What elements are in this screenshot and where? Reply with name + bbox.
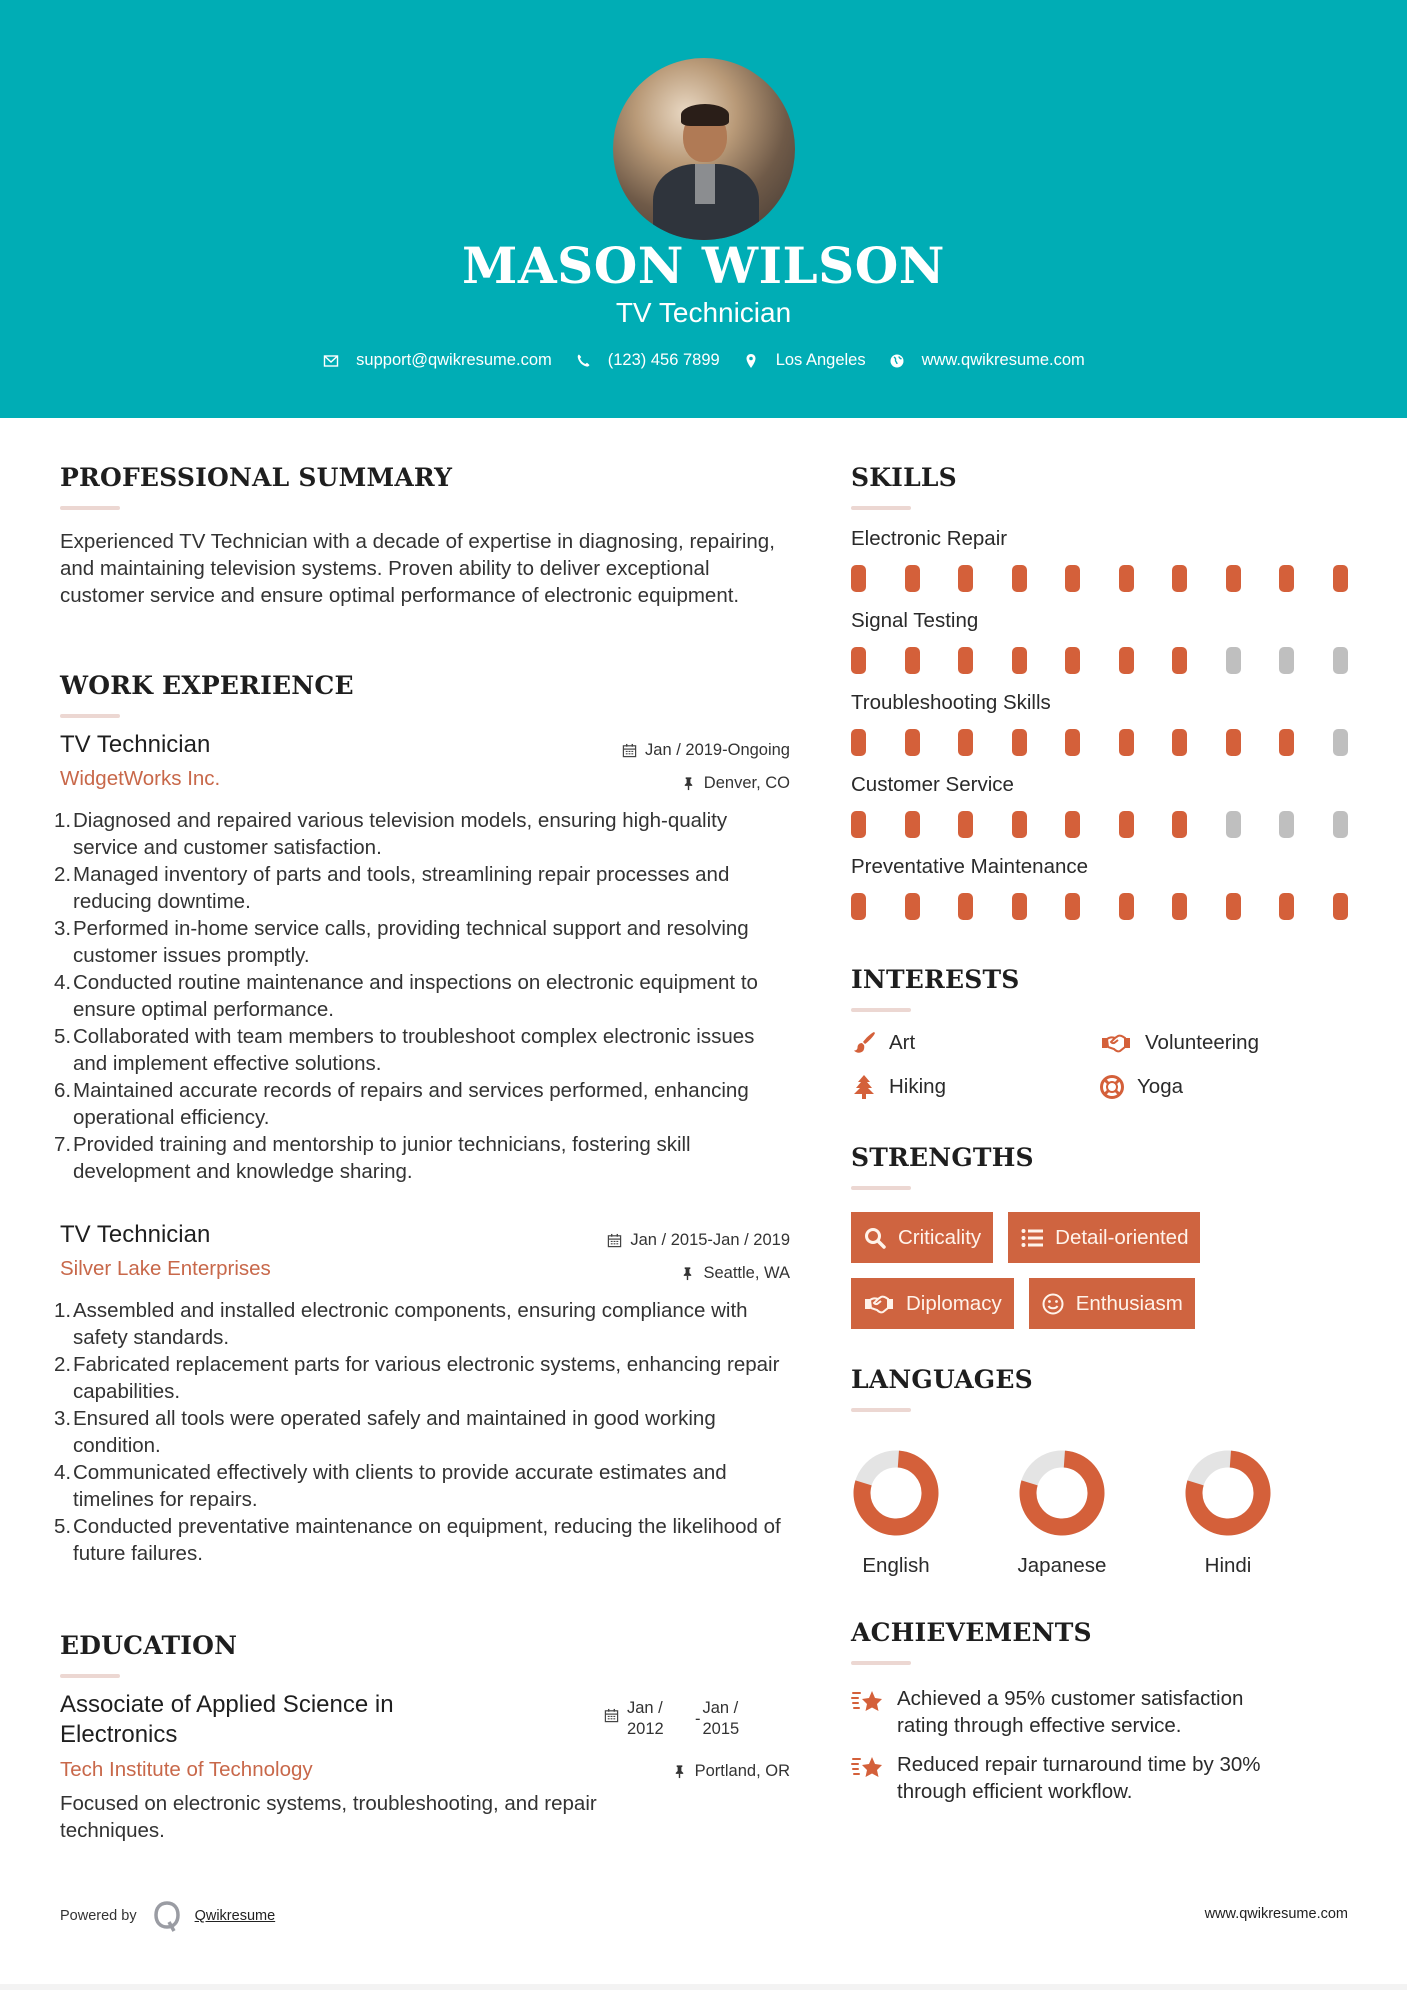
skill-rating-segment <box>1012 647 1027 674</box>
skill-name: Signal Testing <box>851 609 979 632</box>
section-underline <box>60 506 120 510</box>
strengths-list <box>851 1212 1351 1329</box>
skill-rating-segment <box>1119 729 1134 756</box>
language-item <box>1145 1450 1311 1578</box>
education-location: Portland, OR <box>672 1762 790 1781</box>
skill-item <box>851 609 1348 691</box>
skill-rating <box>851 565 1348 592</box>
page-bottom-edge <box>0 1984 1407 1990</box>
qwikresume-link[interactable]: Qwikresume <box>194 1908 276 1924</box>
list-icon <box>1020 1226 1044 1250</box>
skill-rating-segment <box>1119 811 1134 838</box>
skill-rating-segment <box>1226 647 1241 674</box>
languages-list <box>851 1450 1311 1578</box>
skill-rating-segment <box>1065 811 1080 838</box>
photo-person-hair <box>681 104 729 126</box>
section-underline <box>851 1408 911 1412</box>
strengths-section <box>851 1143 1351 1329</box>
skill-rating-segment <box>1012 729 1027 756</box>
contact-location <box>742 351 866 370</box>
education-entry <box>60 1690 790 1844</box>
section-underline <box>60 714 120 718</box>
interest-item: Volunteering <box>1099 1030 1347 1056</box>
skill-rating-segment <box>1333 893 1348 920</box>
handshake-icon <box>863 1292 895 1316</box>
qwikresume-logo-icon <box>153 1900 181 1932</box>
skill-rating-segment <box>1226 565 1241 592</box>
footer-powered-by <box>60 1900 275 1932</box>
smile-icon <box>1041 1292 1065 1316</box>
contact-website[interactable] <box>888 351 1085 370</box>
skill-rating-segment <box>1333 647 1348 674</box>
contact-bar <box>0 351 1407 370</box>
resume-header <box>0 0 1407 418</box>
shooting-star-icon <box>851 1687 885 1717</box>
skill-rating-segment <box>1012 565 1027 592</box>
language-name: English <box>862 1554 930 1577</box>
pushpin-icon <box>672 1764 687 1779</box>
skill-rating <box>851 811 1348 838</box>
education-description: Focused on electronic systems, troubleshooting, and repair techniques. <box>60 1792 597 1842</box>
skill-rating-segment <box>1333 811 1348 838</box>
skill-rating-segment <box>1119 893 1134 920</box>
contact-email-text: support@qwikresume.com <box>356 351 552 369</box>
interests-heading: INTERESTS <box>851 965 1020 994</box>
skill-rating-segment <box>1012 893 1027 920</box>
calendar-icon <box>604 1708 619 1723</box>
skill-rating <box>851 729 1348 756</box>
candidate-title: TV Technician <box>615 297 792 328</box>
skill-rating-segment <box>958 565 973 592</box>
skill-rating-segment <box>905 811 920 838</box>
skill-name: Customer Service <box>851 773 1014 796</box>
skill-rating-segment <box>1279 565 1294 592</box>
section-underline <box>60 1674 120 1678</box>
phone-icon <box>574 352 592 370</box>
job-bullet: 1. Assembled and installed electronic components, ensuring compliance with safety standards. <box>54 1299 748 1349</box>
skill-rating-segment <box>1279 893 1294 920</box>
shooting-star-icon <box>851 1753 885 1783</box>
interests-section <box>851 965 1347 1100</box>
job-date <box>607 1231 790 1250</box>
job-date-text: Jan / 2015-Jan / 2019 <box>630 1231 790 1249</box>
summary-text: Experienced TV Technician with a decade of expertise in diagnosing, repairing, and maintaining television systems. Proven ability to deliver exceptional customer service and ensure optimal performance of electronic equipment. <box>60 530 775 607</box>
handshake-icon <box>1099 1030 1133 1056</box>
languages-heading: LANGUAGES <box>851 1365 1033 1394</box>
job-bullet: 5. Conducted preventative maintenance on equipment, reducing the likelihood of future failures. <box>54 1515 781 1565</box>
skill-rating-segment <box>1226 893 1241 920</box>
job-bullet: 6. Maintained accurate records of repairs and services performed, enhancing operational efficiency. <box>54 1079 749 1129</box>
interests-grid <box>851 1030 1347 1100</box>
education-start: Jan / 2012 <box>627 1699 664 1738</box>
job-bullets <box>54 1297 790 1567</box>
language-name: Hindi <box>1204 1554 1252 1577</box>
interest-item: Art <box>851 1030 1099 1056</box>
language-donut-chart <box>1019 1450 1105 1536</box>
skill-rating-segment <box>851 647 866 674</box>
candidate-name: MASON WILSON <box>462 236 945 295</box>
skill-item <box>851 527 1348 609</box>
photo-person-shirt <box>695 164 715 204</box>
calendar-icon <box>607 1233 622 1248</box>
skill-rating-segment <box>1012 811 1027 838</box>
skill-name: Preventative Maintenance <box>851 855 1089 878</box>
job-bullet: 3. Performed in-home service calls, providing technical support and resolving customer issues promptly. <box>54 917 749 967</box>
job-bullets <box>54 807 790 1185</box>
strength-badge: Criticality <box>851 1212 993 1263</box>
job-bullet: 5. Collaborated with team members to troubleshoot complex electronic issues and implement effective solutions. <box>54 1025 755 1075</box>
skill-rating-segment <box>1172 729 1187 756</box>
skill-rating-segment <box>905 893 920 920</box>
powered-by-label: Powered by <box>60 1908 137 1924</box>
skill-rating-segment <box>1172 647 1187 674</box>
contact-website-text: www.qwikresume.com <box>921 351 1085 369</box>
job-date <box>622 741 790 760</box>
skill-rating-segment <box>1279 647 1294 674</box>
paintbrush-icon <box>851 1030 877 1056</box>
job-bullet: 7. Provided training and mentorship to junior technicians, fostering skill development and knowledge sharing. <box>54 1133 691 1183</box>
skill-rating-segment <box>1333 565 1348 592</box>
skill-rating <box>851 647 1348 674</box>
summary-heading: PROFESSIONAL SUMMARY <box>60 463 453 492</box>
skill-rating-segment <box>1226 729 1241 756</box>
job-location-text: Seattle, WA <box>703 1264 790 1282</box>
language-name: Japanese <box>1017 1554 1107 1577</box>
interest-item: Yoga <box>1099 1074 1347 1100</box>
footer-website[interactable]: www.qwikresume.com <box>1204 1906 1348 1922</box>
skill-rating <box>851 893 1348 920</box>
skill-item <box>851 855 1348 937</box>
degree-title: Associate of Applied Science in Electronics <box>60 1691 394 1748</box>
skill-rating-segment <box>958 729 973 756</box>
skills-list <box>851 527 1348 937</box>
skill-rating-segment <box>1279 811 1294 838</box>
job-location-text: Denver, CO <box>703 774 790 792</box>
skill-rating-segment <box>851 565 866 592</box>
skill-rating-segment <box>905 565 920 592</box>
job-company: WidgetWorks Inc. <box>60 767 221 790</box>
achievements-section <box>851 1618 1337 1805</box>
pushpin-icon <box>681 776 696 791</box>
skill-rating-segment <box>1065 729 1080 756</box>
school-name: Tech Institute of Technology <box>60 1758 313 1781</box>
job-bullet: 2. Fabricated replacement parts for various electronic systems, enhancing repair capabilities. <box>54 1353 780 1403</box>
contact-phone[interactable] <box>574 351 720 370</box>
skill-rating-segment <box>1333 729 1348 756</box>
language-donut-chart <box>853 1450 939 1536</box>
job-date-text: Jan / 2019-Ongoing <box>645 741 790 759</box>
job-company: Silver Lake Enterprises <box>60 1257 271 1280</box>
language-item <box>813 1450 979 1578</box>
envelope-icon <box>322 352 340 370</box>
skill-item <box>851 773 1348 855</box>
strength-badge: Detail-oriented <box>1008 1212 1200 1263</box>
job-role: TV Technician <box>60 1221 211 1248</box>
skill-rating-segment <box>1226 811 1241 838</box>
education-end: Jan / 2015 <box>702 1699 740 1738</box>
skill-rating-segment <box>958 811 973 838</box>
skill-name: Electronic Repair <box>851 527 1008 550</box>
skill-rating-segment <box>1172 811 1187 838</box>
skills-section <box>851 463 957 510</box>
skill-rating-segment <box>905 729 920 756</box>
skill-rating-segment <box>851 893 866 920</box>
skill-rating-segment <box>958 893 973 920</box>
job-bullet: 1. Diagnosed and repaired various television models, ensuring high-quality service and customer satisfaction. <box>54 809 728 859</box>
achievement-item: Reduced repair turnaround time by 30% through efficient workflow. <box>851 1751 1337 1805</box>
job-bullet: 2. Managed inventory of parts and tools, streamlining repair processes and reducing downtime. <box>54 863 730 913</box>
calendar-icon <box>622 743 637 758</box>
profile-photo <box>613 58 795 240</box>
achievements-heading: ACHIEVEMENTS <box>851 1618 1092 1647</box>
job-location <box>680 1264 790 1283</box>
education-dates <box>604 1698 739 1740</box>
contact-location-text: Los Angeles <box>775 351 866 369</box>
summary-section <box>60 463 790 609</box>
contact-phone-text: (123) 456 7899 <box>607 351 720 369</box>
skill-rating-segment <box>1065 647 1080 674</box>
skill-rating-segment <box>851 811 866 838</box>
contact-email[interactable] <box>322 351 552 370</box>
strengths-heading: STRENGTHS <box>851 1143 1034 1172</box>
skill-rating-segment <box>1172 565 1187 592</box>
strength-badge: Enthusiasm <box>1029 1278 1195 1329</box>
skill-name: Troubleshooting Skills <box>851 691 1051 714</box>
tree-icon <box>851 1074 877 1100</box>
job-entry <box>54 731 790 1185</box>
section-underline <box>851 506 911 510</box>
skill-rating-segment <box>1065 565 1080 592</box>
skill-rating-segment <box>958 647 973 674</box>
skill-rating-segment <box>1172 893 1187 920</box>
achievements-list <box>851 1685 1337 1805</box>
skills-heading: SKILLS <box>851 463 957 492</box>
pushpin-icon <box>680 1266 695 1281</box>
job-bullet: 3. Ensured all tools were operated safely and maintained in good working condition. <box>54 1407 716 1457</box>
language-donut-chart <box>1185 1450 1271 1536</box>
globe-icon <box>888 352 906 370</box>
language-item <box>979 1450 1145 1578</box>
experience-heading: WORK EXPERIENCE <box>60 671 354 700</box>
skill-rating-segment <box>1119 647 1134 674</box>
interest-item: Hiking <box>851 1074 1099 1100</box>
languages-section <box>851 1365 1311 1578</box>
search-icon <box>863 1226 887 1250</box>
achievement-item: Achieved a 95% customer satisfaction rating through effective service. <box>851 1685 1337 1739</box>
education-section <box>60 1631 790 1678</box>
job-entry <box>54 1221 790 1567</box>
section-underline <box>851 1008 911 1012</box>
section-underline <box>851 1186 911 1190</box>
experience-section <box>60 671 790 718</box>
section-underline <box>851 1661 911 1665</box>
job-bullet: 4. Conducted routine maintenance and inspections on electronic equipment to ensure optimal performance. <box>54 971 758 1021</box>
job-role: TV Technician <box>60 731 211 758</box>
strength-badge: Diplomacy <box>851 1278 1014 1329</box>
skill-rating-segment <box>1119 565 1134 592</box>
skill-rating-segment <box>1065 893 1080 920</box>
skill-rating-segment <box>1279 729 1294 756</box>
education-heading: EDUCATION <box>60 1631 238 1660</box>
skill-item <box>851 691 1348 773</box>
job-bullet: 4. Communicated effectively with clients to provide accurate estimates and timelines for repairs. <box>54 1461 727 1511</box>
life-ring-icon <box>1099 1074 1125 1100</box>
skill-rating-segment <box>851 729 866 756</box>
map-marker-icon <box>742 352 760 370</box>
job-location <box>681 774 790 793</box>
skill-rating-segment <box>905 647 920 674</box>
date-separator: - <box>695 1710 701 1728</box>
